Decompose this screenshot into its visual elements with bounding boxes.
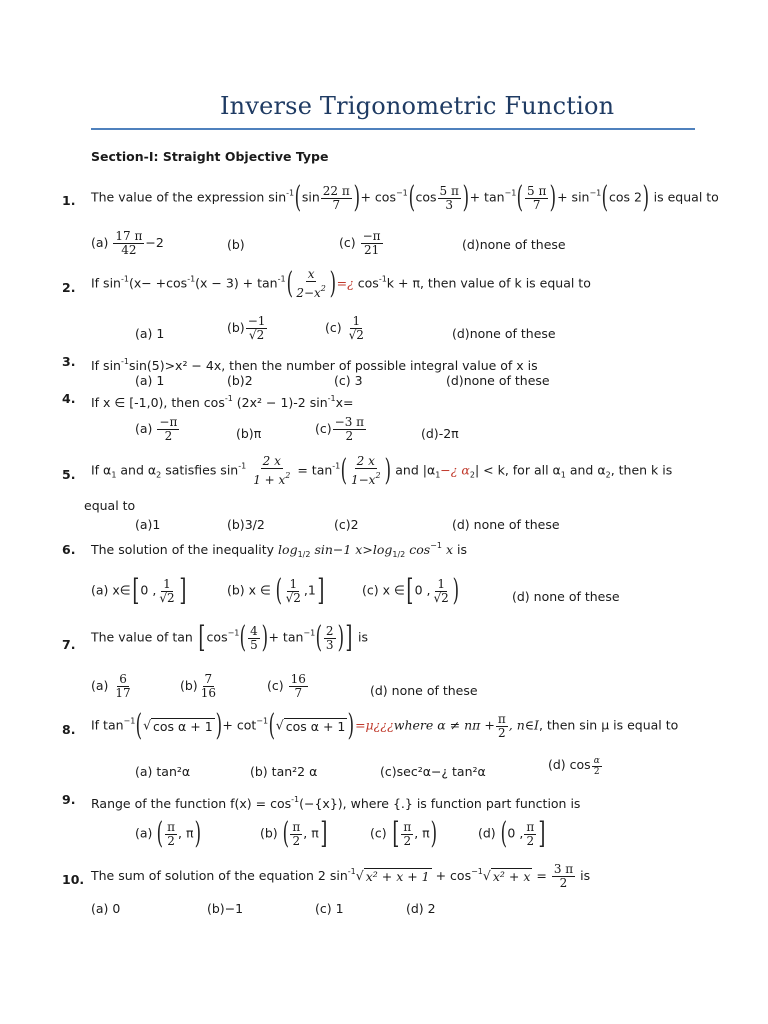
- q3-option-b[interactable]: (b)2: [227, 373, 253, 388]
- q6-option-b[interactable]: (b) x ∈ ( $\frac{1}{√2}$ ,1]: [227, 573, 325, 608]
- q10-option-c[interactable]: (c) 1: [315, 901, 344, 916]
- section-heading: Section-I: Straight Objective Type: [91, 149, 329, 164]
- q1-option-a[interactable]: (a) $\frac{17 \pi}{42}$ −2: [91, 229, 164, 257]
- question-number: 9.: [62, 792, 76, 807]
- q3-option-c[interactable]: (c) 3: [334, 373, 363, 388]
- question-3-text: If $\sin^{-1}\sin(5)>x^2 - 4x$, then the number of possible integral value of x is: [91, 357, 538, 373]
- question-number: 10.: [62, 872, 85, 887]
- question-5-expression: If $\alpha_1$ and $\alpha_2$ satisfies $\sin^{-1}$ $\frac{2 x}{1 + x^2}$ = $\tan^{-1}$( $\frac{2 x}{1-x^2}$ ) and $|\alpha_1-¿$ $\alpha_2| < k$, for all $\alpha_1$ and $\alpha_2$, then k is: [91, 453, 673, 488]
- q5-option-d[interactable]: (d) none of these: [452, 517, 560, 532]
- question-number: 8.: [62, 722, 76, 737]
- q7-option-a[interactable]: (a) $\frac{6}{17}$: [91, 672, 131, 700]
- q6-option-a[interactable]: (a) x∈[0 , $\frac{1}{√2}$ ]: [91, 573, 186, 608]
- q3-option-d[interactable]: (d)none of these: [446, 373, 550, 388]
- question-number: 7.: [62, 637, 76, 652]
- question-number: 5.: [62, 467, 76, 482]
- q10-option-b[interactable]: (b)−1: [207, 901, 244, 916]
- q6-option-d[interactable]: (d) none of these: [512, 589, 620, 604]
- q10-option-d[interactable]: (d) 2: [406, 901, 436, 916]
- q9-option-a[interactable]: (a) ( $\frac{\pi}{2}$ , π): [135, 816, 201, 851]
- question-number: 2.: [62, 280, 76, 295]
- q8-option-c[interactable]: (c)sec²α−¿ tan²α: [380, 764, 486, 779]
- question-7-expression: The value of $\tan [\cos^{-1}$( $\frac{4}{5}$ )+ $\tan^{-1}$( $\frac{2}{3}$ )] is: [91, 620, 368, 655]
- document-title: Inverse Trigonometric Function: [220, 92, 615, 120]
- q2-option-b[interactable]: (b) $\frac{-1}{√2}$: [227, 314, 266, 342]
- question-4-text: If x ∈ [-1,0), then $\cos^{-1} (2x^2 - 1)-2$ $\sin^{-1}x=$: [91, 394, 354, 410]
- q6-option-c[interactable]: (c) x ∈[0 , $\frac{1}{√2}$ ): [362, 573, 459, 608]
- q10-option-a[interactable]: (a) 0: [91, 901, 121, 916]
- q4-option-b[interactable]: (b)π: [236, 426, 262, 441]
- question-number: 3.: [62, 354, 76, 369]
- q4-option-d[interactable]: (d)-2π: [421, 426, 459, 441]
- q2-option-c[interactable]: (c) $\frac{1}{√2}$: [325, 314, 364, 342]
- q3-option-a[interactable]: (a) 1: [135, 373, 165, 388]
- q4-option-a[interactable]: (a) $\frac{-\pi}{2}$: [135, 415, 178, 443]
- q1-option-b[interactable]: (b): [227, 237, 245, 252]
- q5-option-c[interactable]: (c)2: [334, 517, 359, 532]
- q5-option-a[interactable]: (a)1: [135, 517, 161, 532]
- question-6-expression: The solution of the inequality $\log_{1/2} \sin-1$ $x>\log_{1/2}$ $\cos^{-1} x$ is: [91, 541, 467, 559]
- q8-option-a[interactable]: (a) tan²α: [135, 764, 191, 779]
- question-2-expression: If $\sin^{-1}(x- +\cos^{-1}(x - 3) + \tan^{-1}$( $\frac{x}{2-x^2}$ )=¿ $\cos^{-1}k + \pi$, then value of k is equal to: [91, 266, 591, 301]
- q7-option-c[interactable]: (c) $\frac{16}{7}$: [267, 672, 306, 700]
- question-8-expression: If $\tan^{-1}(√$ $\cos \alpha + 1)+ \cot^{-1}(√$ cos α + 1)=μ¿¿¿where α ≠ nπ + $\frac{\pi}{2}$ , n∈I, then sin μ is equal to: [91, 708, 679, 743]
- question-1-expression: The value of the expression $\sin^{-1}(\sin$ $\frac{22 \pi}{7}$ )+ $\cos^{-1}(\cos$ $\frac{5 \pi}{3}$ )+ $\tan^{-1}$( $\frac{5 \pi}{7}$ )+ $\sin^{-1}(\cos$ 2) is equal to: [91, 180, 719, 215]
- q8-option-d[interactable]: (d) cos $\frac{\alpha}{2}$: [548, 756, 600, 777]
- q7-option-d[interactable]: (d) none of these: [370, 683, 478, 698]
- question-5-continuation: equal to: [84, 498, 136, 513]
- q9-option-b[interactable]: (b) ( $\frac{\pi}{2}$ , π]: [260, 816, 328, 851]
- q8-option-b[interactable]: (b) tan²2 α: [250, 764, 318, 779]
- q1-option-c[interactable]: (c) $\frac{-\pi}{21}$: [339, 229, 381, 257]
- q7-option-b[interactable]: (b) $\frac{7}{16}$: [180, 672, 216, 700]
- q2-option-a[interactable]: (a) 1: [135, 326, 165, 341]
- q9-option-c[interactable]: (c) [ $\frac{\pi}{2}$ , π): [370, 816, 437, 851]
- q9-option-d[interactable]: (d) (0 , $\frac{\pi}{2}$ ]: [478, 816, 546, 851]
- q4-option-c[interactable]: (c) $\frac{-3 \pi}{2}$: [315, 415, 365, 443]
- q1-option-d[interactable]: (d)none of these: [462, 237, 566, 252]
- question-9-text: Range of the function $f(x) = \cos^{-1}(-\{x\})$, where {.} is function part function is: [91, 795, 581, 811]
- question-number: 6.: [62, 542, 76, 557]
- q5-option-b[interactable]: (b)3/2: [227, 517, 265, 532]
- q2-option-d[interactable]: (d)none of these: [452, 326, 556, 341]
- question-number: 1.: [62, 193, 76, 208]
- title-underline: [91, 128, 695, 130]
- question-number: 4.: [62, 391, 76, 406]
- question-10-expression: The sum of solution of the equation 2 $\sin^{-1}√$ $x^2 + x + 1 + \cos^{-1}√$ x² + x = $\frac{3 \pi}{2}$ is: [91, 862, 591, 890]
